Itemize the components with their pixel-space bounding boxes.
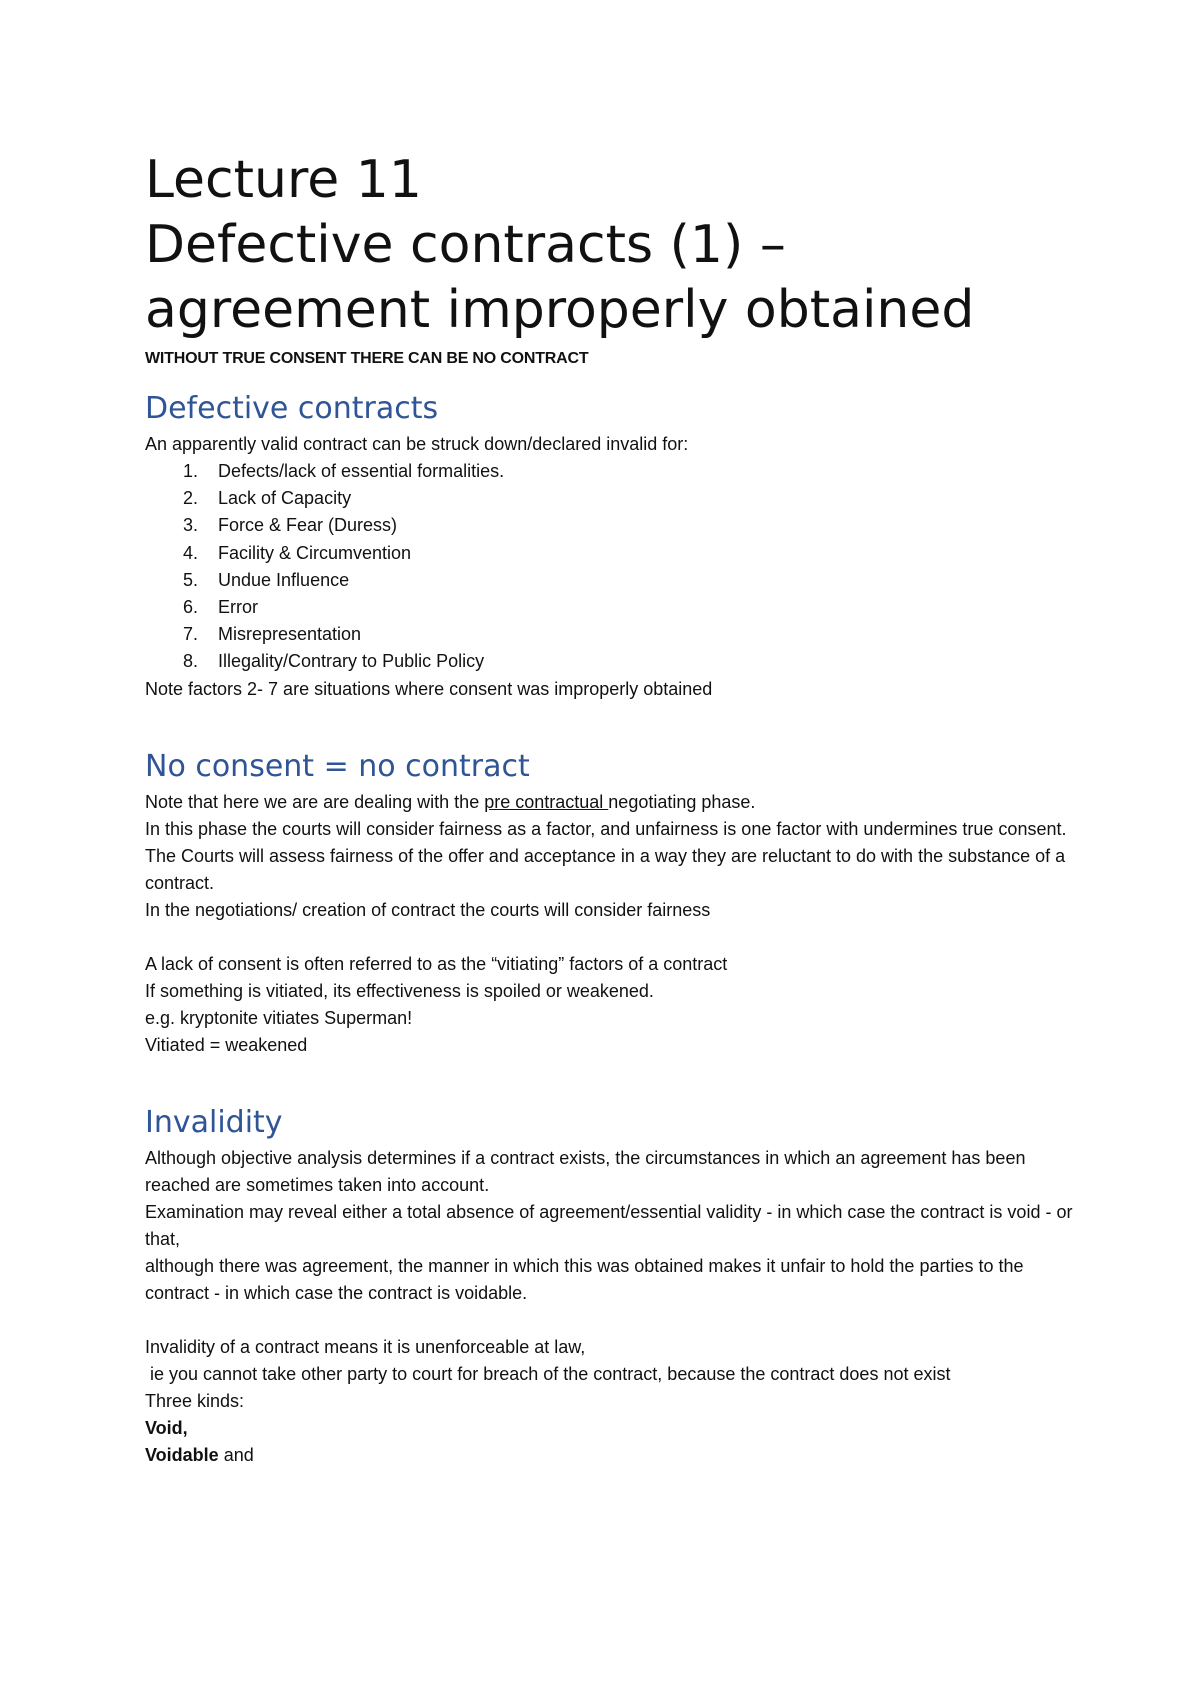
section-heading: No consent = no contract bbox=[145, 748, 530, 784]
title-line-3: agreement improperly obtained bbox=[145, 280, 975, 340]
paragraph: In the negotiations/ creation of contract the courts will consider fairness bbox=[145, 899, 711, 920]
paragraph: In this phase the courts will consider fairness as a factor, and unfairness is one factor with undermines true consent. bbox=[145, 818, 1067, 839]
list-item bbox=[145, 485, 1085, 512]
kind-voidable-suffix: and bbox=[218, 1444, 254, 1465]
list-number: 2. bbox=[183, 488, 199, 509]
document-page bbox=[145, 148, 1085, 1469]
list-number: 3. bbox=[183, 515, 199, 536]
list-item-text: Defects/lack of essential formalities. bbox=[218, 461, 505, 481]
list-item bbox=[145, 512, 1085, 539]
list-item-text: Lack of Capacity bbox=[218, 488, 352, 509]
list-item-text: Facility & Circumvention bbox=[218, 542, 412, 563]
section-defective-contracts bbox=[145, 391, 1085, 703]
section-note: Note factors 2- 7 are situations where consent was improperly obtained bbox=[145, 678, 713, 699]
list-item-text: Error bbox=[218, 597, 258, 618]
title-line-1: Lecture 11 bbox=[145, 150, 422, 210]
paragraph: A lack of consent is often referred to as the “vitiating” factors of a contract bbox=[145, 953, 728, 974]
document-subtitle: WITHOUT TRUE CONSENT THERE CAN BE NO CONTRACT bbox=[145, 350, 589, 367]
list-number: 4. bbox=[183, 542, 199, 563]
section-heading: Defective contracts bbox=[145, 391, 439, 426]
paragraph: The Courts will assess fairness of the offer and acceptance in a way they are reluctant to do with the substance of a contract. bbox=[145, 845, 1066, 893]
paragraph-text: Note that here we are are dealing with the bbox=[145, 791, 485, 812]
kind-voidable bbox=[145, 1442, 1085, 1469]
list-number: 7. bbox=[183, 624, 199, 645]
list-item bbox=[145, 540, 1085, 567]
list-item bbox=[145, 648, 1085, 675]
list-item bbox=[145, 594, 1085, 621]
kind-void: Void, bbox=[145, 1417, 188, 1438]
paragraph bbox=[145, 789, 1085, 816]
paragraph: Although objective analysis determines if a contract exists, the circumstances in which an agreement has been reached are sometimes taken into account. bbox=[145, 1147, 1026, 1195]
paragraph: e.g. kryptonite vitiates Superman! bbox=[145, 1007, 413, 1028]
document-title bbox=[145, 148, 1085, 343]
section-invalidity bbox=[145, 1105, 1085, 1469]
section-heading: Invalidity bbox=[145, 1104, 283, 1140]
paragraph-text: negotiating phase. bbox=[608, 791, 756, 812]
paragraph: Examination may reveal either a total absence of agreement/essential validity - in which case the contract is void - or that, bbox=[145, 1201, 1073, 1249]
list-item-text: Force & Fear (Duress) bbox=[218, 515, 398, 536]
list-number: 1. bbox=[183, 461, 199, 481]
defect-list bbox=[145, 458, 1085, 676]
list-item bbox=[145, 567, 1085, 594]
list-item bbox=[145, 458, 1085, 485]
list-number: 5. bbox=[183, 569, 199, 590]
paragraph: ie you cannot take other party to court for breach of the contract, because the contract does not exist bbox=[145, 1363, 951, 1384]
kind-voidable-label: Voidable bbox=[145, 1444, 219, 1465]
list-item-text: Illegality/Contrary to Public Policy bbox=[218, 651, 485, 672]
paragraph: Three kinds: bbox=[145, 1390, 245, 1411]
underlined-text: pre contractual bbox=[484, 791, 609, 812]
paragraph: Vitiated = weakened bbox=[145, 1034, 308, 1055]
section-intro: An apparently valid contract can be struck down/declared invalid for: bbox=[145, 434, 689, 454]
section-no-consent bbox=[145, 749, 1085, 1059]
title-line-2: Defective contracts (1) – bbox=[145, 215, 786, 275]
paragraph: If something is vitiated, its effectiveness is spoiled or weakened. bbox=[145, 980, 654, 1001]
paragraph: although there was agreement, the manner in which this was obtained makes it unfair to hold the parties to the contract - in which case the contract is voidable. bbox=[145, 1255, 1024, 1303]
list-item-text: Misrepresentation bbox=[218, 624, 362, 645]
list-item bbox=[145, 621, 1085, 648]
paragraph: Invalidity of a contract means it is unenforceable at law, bbox=[145, 1336, 586, 1357]
list-number: 8. bbox=[183, 651, 199, 672]
list-item-text: Undue Influence bbox=[218, 569, 350, 590]
list-number: 6. bbox=[183, 597, 199, 618]
